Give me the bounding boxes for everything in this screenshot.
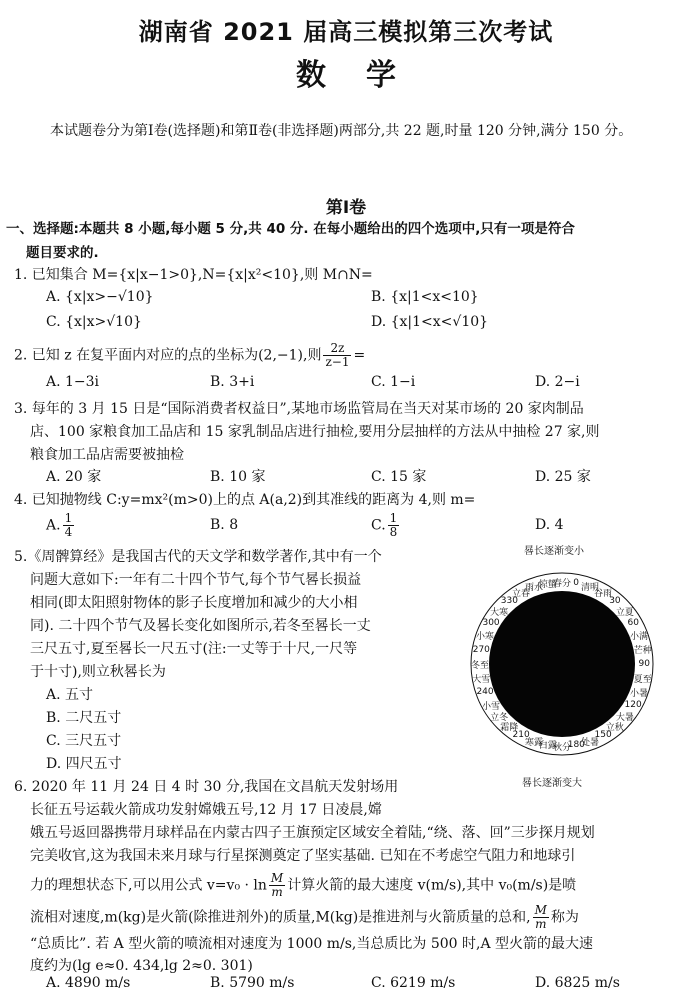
q6-formula-post: 计算火箭的最大速度 v(m/s),其中 v₀(m/s)是喷 [287, 877, 577, 894]
q5-stem-line4: 同). 二十四个节气及晷长变化如图所示,若冬至晷长一丈 [30, 618, 371, 634]
diagram-ring-label: 0 [573, 578, 579, 589]
q5-stem-line5: 三尺五寸,夏至晷长一尺五寸(注:一丈等于十尺,一尺等 [30, 641, 358, 657]
diagram-ring-label: 120 [624, 700, 642, 710]
diagram-ring-label: 小满 [630, 632, 649, 643]
section-one-heading: 一、选择题:本题共 8 小题,每小题 5 分,共 40 分. 在每小题给出的四个选项中,只有一项是符合 [6, 221, 575, 237]
diagram-ring-label: 270 [472, 644, 490, 655]
q5-option-a: A. 五寸 [46, 687, 94, 703]
q5-option-b: B. 二尺五寸 [46, 710, 122, 726]
q4-option-a-fraction [63, 512, 75, 539]
q6-ratio-fraction [533, 904, 549, 931]
diagram-ring-label: 大暑 [615, 713, 634, 724]
q4-option-c-numerator: 1 [389, 511, 398, 525]
diagram-ring-label: 小暑 [630, 688, 649, 699]
q6-ratio-denominator: m [535, 917, 547, 931]
diagram-ring-label: 寒露 [524, 737, 543, 748]
q5-stem-line2: 问题大意如下:一年有二十四个节气,每个节气晷长损益 [30, 572, 362, 588]
q1-option-c: C. {x|x>√10} [46, 314, 142, 330]
diagram-ring-label: 大寒 [490, 607, 509, 618]
diagram-ring-label: 处暑 [581, 737, 600, 748]
q5-option-c: C. 三尺五寸 [46, 733, 122, 749]
diagram-ring-label: 雨水 [524, 583, 543, 594]
q1-option-b: B. {x|1<x<10} [371, 289, 479, 305]
q2-stem-end: = [353, 347, 366, 364]
diagram-ring-label: 立夏 [615, 607, 634, 618]
diagram-ring-label: 300 [482, 618, 500, 628]
q2-fraction [323, 342, 351, 369]
q6-formula-fraction [269, 872, 285, 899]
q2-stem-text: 2. 已知 z 在复平面内对应的点的坐标为(2,−1),则 [14, 347, 322, 364]
q6-line6-post: 称为 [550, 909, 579, 926]
q6-option-a: A. 4890 m/s [46, 975, 131, 991]
diagram-ring-label: 小寒 [475, 632, 494, 643]
q3-stem-line1: 3. 每年的 3 月 15 日是“国际消费者权益日”,某地市场监管局在当天对某市场的 20 家肉制品 [14, 401, 584, 417]
diagram-ring-label: 210 [512, 730, 530, 740]
diagram-ring-label: 清明 [581, 583, 600, 594]
q5-stem-line1: 5.《周髀算经》是我国古代的天文学和数学著作,其中有一个 [14, 549, 382, 565]
solar-terms-diagram [452, 542, 672, 787]
q2-stem [14, 342, 365, 369]
q6-stem-line5 [30, 872, 576, 899]
q4-option-a-numerator: 1 [64, 511, 73, 525]
diagram-ring-label: 大雪 [472, 674, 491, 685]
subject-title: 数学 [296, 58, 436, 93]
q6-stem-line3: 娥五号返回器携带月球样品在内蒙古四子王旗预定区域安全着陆,“绕、落、回”三步探月规划 [30, 825, 595, 841]
diagram-ring-label: 春分 [553, 578, 572, 589]
diagram-ring-label: 小雪 [481, 701, 500, 712]
q6-stem-line8: 度约为(lg e≈0. 434,lg 2≈0. 301) [30, 958, 253, 974]
section-one-heading-cont: 题目要求的. [26, 245, 99, 261]
q3-option-b: B. 10 家 [210, 469, 266, 485]
q3-stem-line2: 店、100 家粮食加工品店和 15 家乳制品店进行抽检,要用分层抽样的方法从中抽检 27 家,则 [30, 424, 600, 440]
q6-formula-numerator: M [270, 871, 284, 885]
diagram-ring-label: 立冬 [490, 713, 509, 724]
q5-stem-line6: 于十寸),则立秋晷长为 [30, 664, 166, 680]
q3-option-d: D. 25 家 [535, 469, 591, 485]
diagram-ring-label: 30 [609, 596, 621, 607]
q1-option-d: D. {x|1<x<√10} [371, 314, 489, 330]
q2-fraction-denominator: z−1 [325, 355, 350, 369]
center-disk [489, 591, 635, 737]
q4-option-a-letter: A. [46, 517, 61, 534]
q6-formula-denominator: m [271, 885, 283, 899]
q2-fraction-numerator: 2z [323, 342, 351, 356]
q6-option-c: C. 6219 m/s [371, 975, 456, 991]
q6-line6-pre: 流相对速度,m(kg)是火箭(除推进剂外)的质量,M(kg)是推进剂与火箭质量的总和, [30, 909, 531, 926]
diagram-ring-label: 霜降 [500, 723, 519, 734]
part-one-title: 第Ⅰ卷 [325, 198, 367, 218]
diagram-top-caption: 晷长逐渐变小 [524, 546, 584, 557]
q4-option-c-fraction [388, 512, 400, 539]
diagram-ring-label: 60 [627, 618, 639, 628]
q2-option-a: A. 1−3i [46, 374, 100, 390]
diagram-ring-label: 夏至 [633, 674, 652, 685]
q6-option-d: D. 6825 m/s [535, 975, 620, 991]
q6-formula-pre: 力的理想状态下,可以用公式 v=v₀ · ln [30, 877, 267, 894]
q6-stem-line2: 长征五号运载火箭成功发射嫦娥五号,12 月 17 日凌晨,嫦 [30, 802, 382, 818]
q4-option-c-letter: C. [371, 517, 386, 534]
q5-option-d: D. 四尺五寸 [46, 756, 122, 772]
q3-stem-line3: 粮食加工品店需要被抽检 [30, 447, 184, 463]
q6-stem-line6 [30, 904, 579, 931]
q4-option-a-denominator: 4 [64, 525, 73, 539]
diagram-ring-label: 谷雨 [594, 589, 613, 600]
diagram-bottom-caption: 晷长逐渐变大 [522, 778, 582, 789]
q6-stem-line4: 完美收官,这为我国未来月球与行星探测奠定了坚实基础. 已知在不考虑空气阻力和地球引 [30, 848, 576, 864]
q6-stem-line1: 6. 2020 年 11 月 24 日 4 时 30 分,我国在文昌航天发射场用 [14, 779, 399, 795]
diagram-ring-label: 冬至 [471, 660, 490, 671]
q1-stem: 1. 已知集合 M={x|x−1>0},N={x|x²<10},则 M∩N= [14, 267, 373, 283]
q6-stem-line7: “总质比”. 若 A 型火箭的喷流相对速度为 1000 m/s,当总质比为 500 时,A 型火箭的最大速 [30, 936, 594, 952]
q4-option-d: D. 4 [535, 517, 564, 533]
diagram-ring-label: 芒种 [633, 646, 652, 657]
q3-option-a: A. 20 家 [46, 469, 102, 485]
exam-title: 湖南省 2021 届高三模拟第三次考试 [138, 18, 554, 46]
q4-option-b: B. 8 [210, 517, 239, 533]
q5-stem-line3: 相同(即太阳照射物体的影子长度增加和减少的大小相 [30, 595, 358, 611]
diagram-ring-label: 180 [567, 739, 585, 750]
q6-option-b: B. 5790 m/s [210, 975, 295, 991]
q4-stem: 4. 已知抛物线 C:y=mx²(m>0)上的点 A(a,2)到其准线的距离为 4,则 m= [14, 492, 476, 508]
q4-option-c [371, 512, 401, 539]
diagram-ring-label: 秋分 [553, 742, 572, 753]
diagram-ring-label: 立秋 [605, 723, 624, 734]
diagram-ring-label: 惊蛰 [538, 579, 557, 590]
diagram-ring-label: 立春 [512, 589, 531, 600]
q2-option-b: B. 3+i [210, 374, 255, 390]
q2-option-d: D. 2−i [535, 374, 580, 390]
q2-option-c: C. 1−i [371, 374, 416, 390]
diagram-ring-label: 90 [638, 659, 650, 669]
diagram-ring-label: 白露 [538, 741, 557, 752]
diagram-ring-label: 150 [594, 730, 612, 740]
q4-option-c-denominator: 8 [389, 525, 398, 539]
diagram-ring-label: 330 [500, 596, 518, 607]
q4-option-a [46, 512, 76, 539]
intro-paragraph: 本试题卷分为第Ⅰ卷(选择题)和第Ⅱ卷(非选择题)两部分,共 22 题,时量 120 分钟,满分 150 分。 [50, 123, 633, 139]
q6-ratio-numerator: M [534, 903, 547, 917]
q3-option-c: C. 15 家 [371, 469, 427, 485]
q1-option-a: A. {x|x>−√10} [46, 289, 154, 305]
diagram-ring-label: 240 [476, 687, 494, 698]
